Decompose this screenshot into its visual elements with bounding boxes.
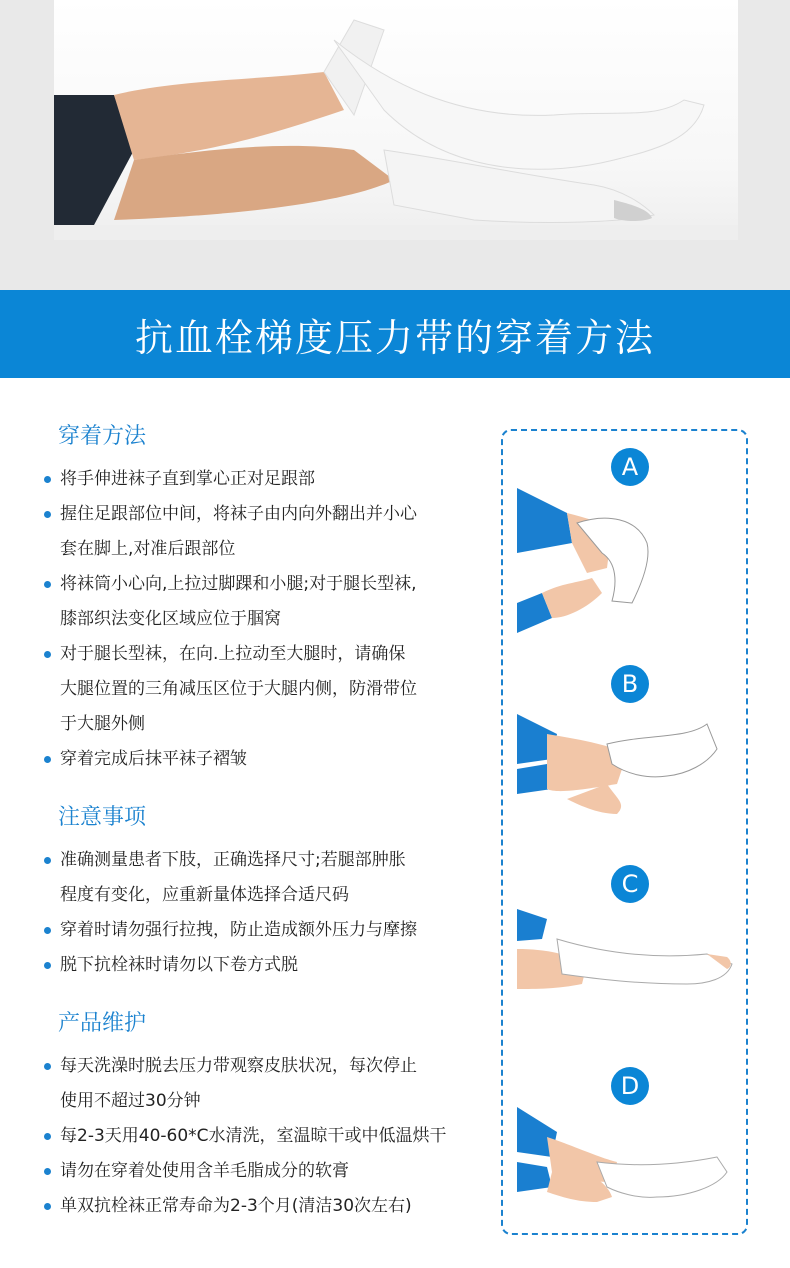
list-item-continuation: 于大腿外侧: [60, 714, 145, 734]
section-precautions: [40, 801, 490, 983]
step-badge: A: [611, 448, 649, 486]
list-item: 每天洗澡时脱去压力带观察皮肤状况，每次停止: [40, 1049, 490, 1084]
section-maintenance: [40, 1007, 490, 1224]
instructions: [40, 420, 490, 1248]
list-item-continuation: 程度有变化，应重新量体选择合适尺码: [60, 885, 349, 905]
list-item: 对于腿长型袜，在向.上拉动至大腿时，请确保: [40, 637, 490, 672]
hero-area: [0, 0, 790, 290]
item-list: [40, 1049, 490, 1224]
step-c-illustration: [517, 909, 737, 1019]
step-d-illustration: [517, 1107, 737, 1237]
list-item: 穿着时请勿强行拉拽，防止造成额外压力与摩擦: [40, 913, 490, 948]
list-item-continuation: 膝部织法变化区域应位于腘窝: [60, 609, 281, 629]
section-title: 产品维护: [58, 1011, 147, 1036]
title-banner: [0, 290, 790, 378]
list-item: 脱下抗栓袜时请勿以下卷方式脱: [40, 948, 490, 983]
hero-photo: [54, 0, 738, 240]
list-item-continuation: 套在脚上,对准后跟部位: [60, 539, 236, 559]
step-badge: B: [611, 665, 649, 703]
list-item: 请勿在穿着处使用含羊毛脂成分的软膏: [40, 1154, 490, 1189]
list-item: 单双抗栓袜正常寿命为2-3个月(清洁30次左右): [40, 1189, 490, 1224]
list-item: 将手伸进袜子直到掌心正对足跟部: [40, 462, 490, 497]
step-badge: C: [611, 865, 649, 903]
section-wearing-method: [40, 420, 490, 777]
step-badge: D: [611, 1067, 649, 1105]
list-item: 每2-3天用40-60*C水清洗，室温晾干或中低温烘干: [40, 1119, 490, 1154]
step-b-illustration: [517, 704, 737, 844]
list-item: 准确测量患者下肢，正确选择尺寸;若腿部肿胀: [40, 843, 490, 878]
legs-in-stockings-illustration: [54, 0, 738, 240]
steps-panel: [501, 429, 748, 1235]
step-a-illustration: [517, 483, 737, 643]
list-item: 穿着完成后抹平袜子褶皱: [40, 742, 490, 777]
item-list: [40, 462, 490, 777]
list-item-continuation: 使用不超过30分钟: [60, 1091, 201, 1111]
list-item: 将袜筒小心向,上拉过脚踝和小腿;对于腿长型袜,: [40, 567, 490, 602]
section-title: 注意事项: [58, 805, 147, 830]
section-title: 穿着方法: [58, 424, 147, 449]
item-list: [40, 843, 490, 983]
list-item-continuation: 大腿位置的三角减压区位于大腿内侧，防滑带位: [60, 679, 417, 699]
page-title: 抗血栓梯度压力带的穿着方法: [134, 315, 655, 360]
list-item: 握住足跟部位中间，将袜子由内向外翻出并小心: [40, 497, 490, 532]
